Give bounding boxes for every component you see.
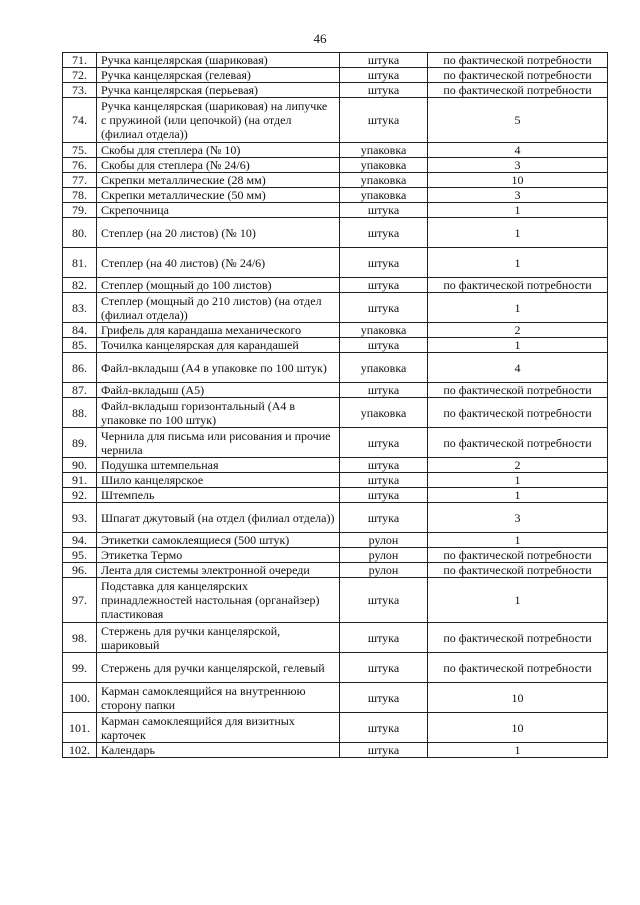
item-quantity: 1 bbox=[428, 533, 608, 548]
row-number: 88. bbox=[63, 398, 97, 428]
item-quantity: 1 bbox=[428, 488, 608, 503]
item-quantity: по фактической потребности bbox=[428, 428, 608, 458]
row-number: 83. bbox=[63, 293, 97, 323]
item-name: Шпагат джутовый (на отдел (филиал отдела)) bbox=[97, 503, 340, 533]
item-name: Скрепочница bbox=[97, 203, 340, 218]
item-unit: штука bbox=[340, 428, 428, 458]
row-number: 75. bbox=[63, 143, 97, 158]
item-quantity: 5 bbox=[428, 98, 608, 143]
item-name: Карман самоклеящийся для визитных карточек bbox=[97, 713, 340, 743]
item-unit: упаковка bbox=[340, 353, 428, 383]
item-unit: штука bbox=[340, 338, 428, 353]
item-quantity: 2 bbox=[428, 323, 608, 338]
row-number: 90. bbox=[63, 458, 97, 473]
item-quantity: 2 bbox=[428, 458, 608, 473]
item-quantity: 10 bbox=[428, 683, 608, 713]
item-unit: штука bbox=[340, 488, 428, 503]
table-row bbox=[63, 578, 608, 623]
items-table bbox=[62, 52, 608, 758]
item-quantity: 1 bbox=[428, 248, 608, 278]
row-number: 99. bbox=[63, 653, 97, 683]
table-row bbox=[63, 143, 608, 158]
item-name: Карман самоклеящийся на внутреннюю сторону папки bbox=[97, 683, 340, 713]
item-unit: штука bbox=[340, 653, 428, 683]
items-table-body bbox=[63, 53, 608, 758]
row-number: 94. bbox=[63, 533, 97, 548]
table-row bbox=[63, 488, 608, 503]
item-name: Стержень для ручки канцелярской, шариковый bbox=[97, 623, 340, 653]
table-row bbox=[63, 683, 608, 713]
row-number: 91. bbox=[63, 473, 97, 488]
item-unit: штука bbox=[340, 248, 428, 278]
item-name: Подставка для канцелярских принадлежностей настольная (органайзер) пластиковая bbox=[97, 578, 340, 623]
item-unit: штука bbox=[340, 53, 428, 68]
row-number: 102. bbox=[63, 743, 97, 758]
table-row bbox=[63, 203, 608, 218]
item-unit: штука bbox=[340, 83, 428, 98]
item-unit: упаковка bbox=[340, 398, 428, 428]
item-quantity: 1 bbox=[428, 578, 608, 623]
row-number: 82. bbox=[63, 278, 97, 293]
item-unit: штука bbox=[340, 743, 428, 758]
table-row bbox=[63, 278, 608, 293]
table-row bbox=[63, 533, 608, 548]
item-quantity: 1 bbox=[428, 473, 608, 488]
item-quantity: 3 bbox=[428, 188, 608, 203]
item-name: Ручка канцелярская (шариковая) bbox=[97, 53, 340, 68]
table-row bbox=[63, 458, 608, 473]
item-quantity: по фактической потребности bbox=[428, 398, 608, 428]
item-quantity: по фактической потребности bbox=[428, 53, 608, 68]
row-number: 74. bbox=[63, 98, 97, 143]
table-row bbox=[63, 623, 608, 653]
item-name: Стержень для ручки канцелярской, гелевый bbox=[97, 653, 340, 683]
item-unit: штука bbox=[340, 293, 428, 323]
item-unit: рулон bbox=[340, 563, 428, 578]
item-name: Этикетки самоклеящиеся (500 штук) bbox=[97, 533, 340, 548]
table-row bbox=[63, 653, 608, 683]
table-row bbox=[63, 158, 608, 173]
item-quantity: 10 bbox=[428, 173, 608, 188]
table-row bbox=[63, 293, 608, 323]
item-name: Штемпель bbox=[97, 488, 340, 503]
item-quantity: по фактической потребности bbox=[428, 68, 608, 83]
table-row bbox=[63, 473, 608, 488]
row-number: 87. bbox=[63, 383, 97, 398]
item-unit: штука bbox=[340, 578, 428, 623]
item-name: Этикетка Термо bbox=[97, 548, 340, 563]
item-unit: штука bbox=[340, 473, 428, 488]
row-number: 85. bbox=[63, 338, 97, 353]
item-unit: упаковка bbox=[340, 323, 428, 338]
table-row bbox=[63, 713, 608, 743]
item-unit: упаковка bbox=[340, 143, 428, 158]
row-number: 79. bbox=[63, 203, 97, 218]
item-quantity: 1 bbox=[428, 338, 608, 353]
table-row bbox=[63, 323, 608, 338]
item-quantity: 1 bbox=[428, 218, 608, 248]
item-name: Ручка канцелярская (гелевая) bbox=[97, 68, 340, 83]
item-name: Степлер (мощный до 100 листов) bbox=[97, 278, 340, 293]
item-unit: штука bbox=[340, 68, 428, 83]
item-quantity: 4 bbox=[428, 353, 608, 383]
item-name: Точилка канцелярская для карандашей bbox=[97, 338, 340, 353]
item-quantity: по фактической потребности bbox=[428, 563, 608, 578]
table-row bbox=[63, 563, 608, 578]
table-row bbox=[63, 338, 608, 353]
row-number: 78. bbox=[63, 188, 97, 203]
item-quantity: по фактической потребности bbox=[428, 278, 608, 293]
table-row bbox=[63, 428, 608, 458]
item-name: Скобы для степлера (№ 24/6) bbox=[97, 158, 340, 173]
item-unit: штука bbox=[340, 383, 428, 398]
table-row bbox=[63, 383, 608, 398]
item-unit: штука bbox=[340, 623, 428, 653]
item-name: Степлер (на 20 листов) (№ 10) bbox=[97, 218, 340, 248]
table-row bbox=[63, 398, 608, 428]
item-unit: упаковка bbox=[340, 188, 428, 203]
table-row bbox=[63, 353, 608, 383]
item-unit: штука bbox=[340, 203, 428, 218]
item-name: Скрепки металлические (50 мм) bbox=[97, 188, 340, 203]
item-unit: штука bbox=[340, 713, 428, 743]
item-unit: штука bbox=[340, 683, 428, 713]
row-number: 95. bbox=[63, 548, 97, 563]
table-row bbox=[63, 548, 608, 563]
item-quantity: 3 bbox=[428, 158, 608, 173]
item-quantity: 10 bbox=[428, 713, 608, 743]
table-row bbox=[63, 248, 608, 278]
row-number: 81. bbox=[63, 248, 97, 278]
item-quantity: по фактической потребности bbox=[428, 548, 608, 563]
row-number: 101. bbox=[63, 713, 97, 743]
item-unit: штука bbox=[340, 98, 428, 143]
row-number: 76. bbox=[63, 158, 97, 173]
item-quantity: по фактической потребности bbox=[428, 653, 608, 683]
item-quantity: 1 bbox=[428, 743, 608, 758]
item-unit: рулон bbox=[340, 533, 428, 548]
row-number: 77. bbox=[63, 173, 97, 188]
row-number: 71. bbox=[63, 53, 97, 68]
row-number: 73. bbox=[63, 83, 97, 98]
item-unit: штука bbox=[340, 218, 428, 248]
row-number: 96. bbox=[63, 563, 97, 578]
item-quantity: 4 bbox=[428, 143, 608, 158]
table-row bbox=[63, 98, 608, 143]
row-number: 98. bbox=[63, 623, 97, 653]
table-row bbox=[63, 83, 608, 98]
page-number: 46 bbox=[313, 31, 327, 46]
item-unit: штука bbox=[340, 278, 428, 293]
item-name: Степлер (мощный до 210 листов) (на отдел (филиал отдела)) bbox=[97, 293, 340, 323]
item-name: Файл-вкладыш горизонтальный (А4 в упаковке по 100 штук) bbox=[97, 398, 340, 428]
item-unit: штука bbox=[340, 503, 428, 533]
table-row bbox=[63, 68, 608, 83]
table-row bbox=[63, 218, 608, 248]
item-name: Ручка канцелярская (перьевая) bbox=[97, 83, 340, 98]
item-name: Скобы для степлера (№ 10) bbox=[97, 143, 340, 158]
item-name: Шило канцелярское bbox=[97, 473, 340, 488]
item-name: Ручка канцелярская (шариковая) на липучке с пружиной (или цепочкой) (на отдел (филиал отдела)) bbox=[97, 98, 340, 143]
item-name: Подушка штемпельная bbox=[97, 458, 340, 473]
row-number: 97. bbox=[63, 578, 97, 623]
item-name: Чернила для письма или рисования и прочие чернила bbox=[97, 428, 340, 458]
table-row bbox=[63, 503, 608, 533]
item-name: Лента для системы электронной очереди bbox=[97, 563, 340, 578]
row-number: 92. bbox=[63, 488, 97, 503]
item-name: Файл-вкладыш (А5) bbox=[97, 383, 340, 398]
item-quantity: по фактической потребности bbox=[428, 383, 608, 398]
item-name: Степлер (на 40 листов) (№ 24/6) bbox=[97, 248, 340, 278]
item-name: Грифель для карандаша механического bbox=[97, 323, 340, 338]
table-row bbox=[63, 188, 608, 203]
item-quantity: по фактической потребности bbox=[428, 83, 608, 98]
table-row bbox=[63, 743, 608, 758]
table-row bbox=[63, 173, 608, 188]
item-quantity: по фактической потребности bbox=[428, 623, 608, 653]
item-quantity: 3 bbox=[428, 503, 608, 533]
row-number: 86. bbox=[63, 353, 97, 383]
row-number: 93. bbox=[63, 503, 97, 533]
table-row bbox=[63, 53, 608, 68]
item-name: Файл-вкладыш (А4 в упаковке по 100 штук) bbox=[97, 353, 340, 383]
item-unit: штука bbox=[340, 458, 428, 473]
item-quantity: 1 bbox=[428, 293, 608, 323]
row-number: 84. bbox=[63, 323, 97, 338]
row-number: 89. bbox=[63, 428, 97, 458]
item-name: Скрепки металлические (28 мм) bbox=[97, 173, 340, 188]
item-unit: рулон bbox=[340, 548, 428, 563]
item-unit: упаковка bbox=[340, 173, 428, 188]
item-unit: упаковка bbox=[340, 158, 428, 173]
item-name: Календарь bbox=[97, 743, 340, 758]
row-number: 100. bbox=[63, 683, 97, 713]
row-number: 80. bbox=[63, 218, 97, 248]
row-number: 72. bbox=[63, 68, 97, 83]
item-quantity: 1 bbox=[428, 203, 608, 218]
